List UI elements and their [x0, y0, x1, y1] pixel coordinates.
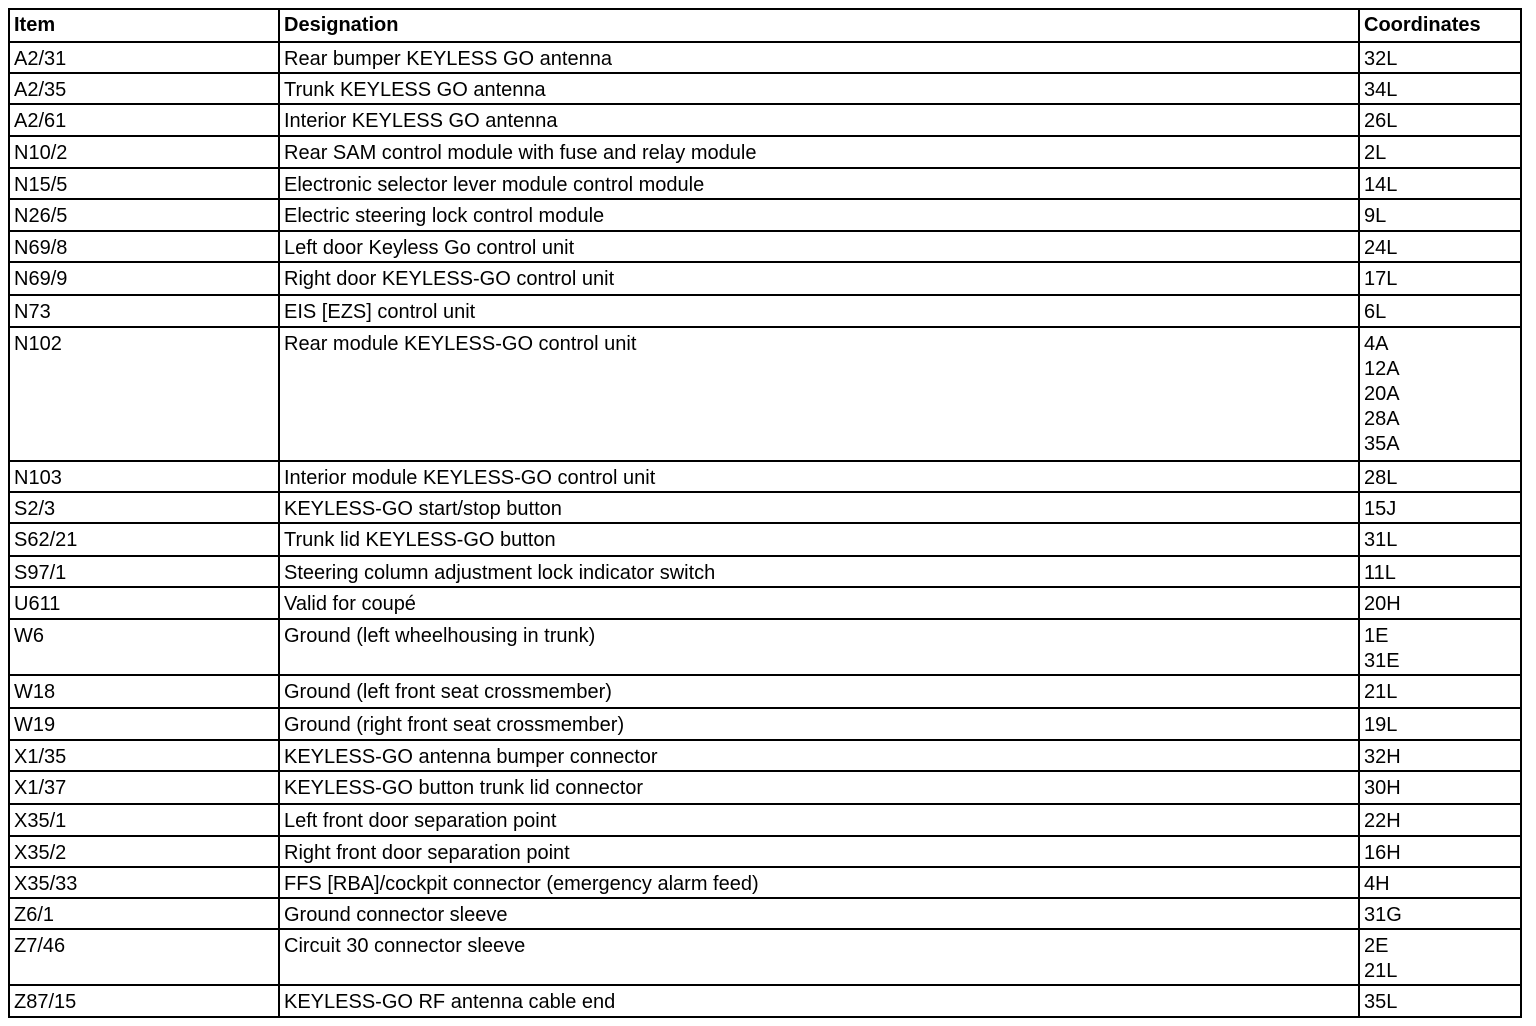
designation-text: Rear module KEYLESS-GO control unit — [284, 333, 637, 355]
item-cell — [9, 556, 279, 587]
coordinates-cell — [1359, 929, 1521, 985]
coordinates-list — [1364, 588, 1516, 617]
table-row — [9, 327, 1521, 461]
coordinates-cell — [1359, 199, 1521, 231]
item-cell — [9, 492, 279, 523]
coordinates-list — [1364, 493, 1516, 522]
coordinates-list — [1364, 620, 1516, 674]
coordinates-list — [1364, 137, 1516, 166]
coordinate-value: 24L — [1364, 237, 1398, 259]
coordinates-list — [1364, 805, 1516, 834]
coordinates-list — [1364, 709, 1516, 738]
coordinates-cell — [1359, 985, 1521, 1017]
coordinates-cell — [1359, 898, 1521, 929]
designation-cell — [279, 708, 1359, 740]
table-row — [9, 168, 1521, 199]
designation-cell — [279, 136, 1359, 168]
coordinate-value: 6L — [1364, 301, 1387, 323]
table-row — [9, 619, 1521, 675]
item-code: W19 — [14, 714, 56, 736]
item-code: S97/1 — [14, 562, 67, 584]
table-body — [9, 42, 1521, 1017]
table-row — [9, 42, 1521, 73]
coordinates-list — [1364, 232, 1516, 261]
item-cell — [9, 619, 279, 675]
item-code: N15/5 — [14, 174, 68, 196]
item-cell — [9, 836, 279, 867]
item-code: S62/21 — [14, 529, 78, 551]
item-code: N103 — [14, 467, 62, 489]
table-row — [9, 199, 1521, 231]
table-row — [9, 136, 1521, 168]
coordinates-cell — [1359, 295, 1521, 327]
coordinate-value: 4H — [1364, 873, 1390, 895]
designation-cell — [279, 619, 1359, 675]
designation-cell — [279, 985, 1359, 1017]
item-cell — [9, 199, 279, 231]
coordinate-value: 31G — [1364, 904, 1402, 926]
designation-cell — [279, 262, 1359, 295]
table-row — [9, 929, 1521, 985]
coordinates-cell — [1359, 262, 1521, 295]
table-row — [9, 740, 1521, 771]
designation-cell — [279, 867, 1359, 898]
designation-cell — [279, 104, 1359, 136]
designation-cell — [279, 295, 1359, 327]
designation-text: FFS [RBA]/cockpit connector (emergency alarm feed) — [284, 873, 759, 895]
item-cell — [9, 740, 279, 771]
table-row — [9, 295, 1521, 327]
coordinate-value: 34L — [1364, 79, 1398, 101]
item-code: X35/33 — [14, 873, 78, 895]
table-row — [9, 867, 1521, 898]
item-cell — [9, 295, 279, 327]
designation-text: KEYLESS-GO antenna bumper connector — [284, 746, 658, 768]
item-cell — [9, 929, 279, 985]
table-row — [9, 898, 1521, 929]
item-code: N73 — [14, 301, 51, 323]
coordinates-cell — [1359, 708, 1521, 740]
coordinates-list — [1364, 74, 1516, 103]
table-row — [9, 73, 1521, 104]
table-row — [9, 556, 1521, 587]
table-row — [9, 708, 1521, 740]
coordinates-cell — [1359, 523, 1521, 556]
designation-cell — [279, 231, 1359, 262]
designation-text: Steering column adjustment lock indicator switch — [284, 562, 716, 584]
coordinate-value: 4A — [1364, 333, 1389, 355]
coordinates-cell — [1359, 42, 1521, 73]
designation-text: Ground (left wheelhousing in trunk) — [284, 625, 596, 647]
table-row — [9, 461, 1521, 492]
coordinates-list — [1364, 169, 1516, 198]
coordinate-value: 35L — [1364, 991, 1398, 1013]
coordinate-value: 12A — [1364, 358, 1400, 380]
item-code: N69/8 — [14, 237, 68, 259]
coordinates-cell — [1359, 619, 1521, 675]
item-code: Z6/1 — [14, 904, 55, 926]
item-cell — [9, 708, 279, 740]
coordinate-value: 31E — [1364, 650, 1400, 672]
item-code: W6 — [14, 625, 44, 647]
item-cell — [9, 587, 279, 619]
coordinates-cell — [1359, 104, 1521, 136]
item-code: W18 — [14, 681, 56, 703]
coordinates-list — [1364, 263, 1516, 292]
designation-cell — [279, 73, 1359, 104]
designation-text: Rear bumper KEYLESS GO antenna — [284, 48, 612, 70]
designation-text: EIS [EZS] control unit — [284, 301, 476, 323]
table-row — [9, 836, 1521, 867]
coordinate-value: 22H — [1364, 810, 1401, 832]
coordinate-value: 9L — [1364, 205, 1387, 227]
item-cell — [9, 327, 279, 461]
coordinate-value: 28A — [1364, 408, 1400, 430]
coordinates-cell — [1359, 675, 1521, 708]
coordinate-value: 16H — [1364, 842, 1401, 864]
table-row — [9, 771, 1521, 804]
coordinates-list — [1364, 837, 1516, 866]
designation-text: Ground (left front seat crossmember) — [284, 681, 612, 703]
item-cell — [9, 104, 279, 136]
item-cell — [9, 523, 279, 556]
designation-text: Ground connector sleeve — [284, 904, 508, 926]
coordinates-list — [1364, 986, 1516, 1015]
designation-text: Right front door separation point — [284, 842, 570, 864]
item-cell — [9, 898, 279, 929]
designation-cell — [279, 523, 1359, 556]
coordinate-value: 28L — [1364, 467, 1398, 489]
coordinates-list — [1364, 524, 1516, 553]
item-code: Z7/46 — [14, 935, 66, 957]
legend-table — [8, 8, 1522, 1018]
item-cell — [9, 73, 279, 104]
coordinates-cell — [1359, 327, 1521, 461]
coordinates-list — [1364, 741, 1516, 770]
coordinates-cell — [1359, 136, 1521, 168]
coordinates-list — [1364, 868, 1516, 897]
designation-text: Interior KEYLESS GO antenna — [284, 110, 558, 132]
item-cell — [9, 675, 279, 708]
item-cell — [9, 461, 279, 492]
coordinate-value: 2L — [1364, 142, 1387, 164]
designation-cell — [279, 492, 1359, 523]
coordinates-cell — [1359, 771, 1521, 804]
coordinate-value: 20H — [1364, 593, 1401, 615]
designation-text: KEYLESS-GO start/stop button — [284, 498, 562, 520]
coordinate-value: 32L — [1364, 48, 1398, 70]
coordinate-value: 17L — [1364, 268, 1398, 290]
designation-text: Circuit 30 connector sleeve — [284, 935, 526, 957]
coordinate-value: 14L — [1364, 174, 1398, 196]
designation-text: Left door Keyless Go control unit — [284, 237, 575, 259]
coordinates-list — [1364, 772, 1516, 801]
designation-cell — [279, 929, 1359, 985]
designation-cell — [279, 327, 1359, 461]
designation-cell — [279, 168, 1359, 199]
item-cell — [9, 804, 279, 836]
item-code: S2/3 — [14, 498, 56, 520]
coordinates-cell — [1359, 168, 1521, 199]
item-code: A2/35 — [14, 79, 67, 101]
table-row — [9, 804, 1521, 836]
coordinates-cell — [1359, 740, 1521, 771]
coordinates-list — [1364, 296, 1516, 325]
coordinates-list — [1364, 557, 1516, 586]
designation-cell — [279, 42, 1359, 73]
table-row — [9, 231, 1521, 262]
coordinates-cell — [1359, 836, 1521, 867]
item-code: X1/37 — [14, 777, 67, 799]
header-coordinates: Coordinates — [1359, 9, 1521, 42]
coordinate-value: 30H — [1364, 777, 1401, 799]
coordinate-value: 35A — [1364, 433, 1400, 455]
item-code: X35/2 — [14, 842, 67, 864]
item-code: X1/35 — [14, 746, 67, 768]
coordinates-cell — [1359, 587, 1521, 619]
coordinate-value: 20A — [1364, 383, 1400, 405]
designation-cell — [279, 740, 1359, 771]
table-row — [9, 523, 1521, 556]
coordinates-cell — [1359, 461, 1521, 492]
coordinates-list — [1364, 105, 1516, 134]
designation-text: Trunk lid KEYLESS-GO button — [284, 529, 556, 551]
designation-cell — [279, 556, 1359, 587]
coordinates-list — [1364, 676, 1516, 705]
item-cell — [9, 168, 279, 199]
coordinates-list — [1364, 930, 1516, 984]
item-code: U611 — [14, 593, 61, 615]
coordinate-value: 31L — [1364, 529, 1398, 551]
coordinate-value: 15J — [1364, 498, 1397, 520]
header-row — [9, 9, 1521, 42]
coordinates-list — [1364, 899, 1516, 928]
coordinate-value: 11L — [1364, 562, 1396, 584]
designation-text: Trunk KEYLESS GO antenna — [284, 79, 546, 101]
coordinate-value: 21L — [1364, 960, 1398, 982]
designation-text: Ground (right front seat crossmember) — [284, 714, 625, 736]
item-cell — [9, 262, 279, 295]
item-cell — [9, 771, 279, 804]
designation-text: Left front door separation point — [284, 810, 557, 832]
coordinates-list — [1364, 328, 1516, 457]
designation-cell — [279, 804, 1359, 836]
item-cell — [9, 985, 279, 1017]
designation-cell — [279, 898, 1359, 929]
coordinates-cell — [1359, 231, 1521, 262]
item-code: N69/9 — [14, 268, 68, 290]
item-code: N102 — [14, 333, 62, 355]
designation-cell — [279, 199, 1359, 231]
item-code: N26/5 — [14, 205, 68, 227]
item-code: Z87/15 — [14, 991, 77, 1013]
designation-cell — [279, 675, 1359, 708]
designation-text: Electronic selector lever module control module — [284, 174, 705, 196]
item-code: A2/31 — [14, 48, 67, 70]
item-code: A2/61 — [14, 110, 67, 132]
coordinates-cell — [1359, 556, 1521, 587]
item-cell — [9, 867, 279, 898]
item-cell — [9, 42, 279, 73]
coordinates-cell — [1359, 73, 1521, 104]
item-cell — [9, 231, 279, 262]
header-item: Item — [9, 9, 279, 42]
table-row — [9, 675, 1521, 708]
designation-cell — [279, 587, 1359, 619]
designation-cell — [279, 771, 1359, 804]
coordinates-cell — [1359, 804, 1521, 836]
designation-text: Electric steering lock control module — [284, 205, 605, 227]
designation-text: Interior module KEYLESS-GO control unit — [284, 467, 656, 489]
coordinate-value: 26L — [1364, 110, 1398, 132]
table-row — [9, 587, 1521, 619]
table-row — [9, 985, 1521, 1017]
item-code: N10/2 — [14, 142, 68, 164]
designation-text: KEYLESS-GO button trunk lid connector — [284, 777, 644, 799]
header-designation: Designation — [279, 9, 1359, 42]
designation-text: Rear SAM control module with fuse and relay module — [284, 142, 757, 164]
coordinates-cell — [1359, 492, 1521, 523]
designation-cell — [279, 836, 1359, 867]
coordinate-value: 1E — [1364, 625, 1389, 647]
designation-text: Right door KEYLESS-GO control unit — [284, 268, 615, 290]
designation-cell — [279, 461, 1359, 492]
coordinates-cell — [1359, 867, 1521, 898]
designation-text: KEYLESS-GO RF antenna cable end — [284, 991, 616, 1013]
coordinates-list — [1364, 43, 1516, 72]
coordinates-list — [1364, 462, 1516, 491]
table-row — [9, 104, 1521, 136]
designation-text: Valid for coupé — [284, 593, 416, 615]
coordinate-value: 2E — [1364, 935, 1389, 957]
item-code: X35/1 — [14, 810, 67, 832]
coordinate-value: 32H — [1364, 746, 1401, 768]
item-cell — [9, 136, 279, 168]
table-row — [9, 262, 1521, 295]
coordinate-value: 21L — [1364, 681, 1398, 703]
coordinates-list — [1364, 200, 1516, 229]
table-row — [9, 492, 1521, 523]
coordinate-value: 19L — [1364, 714, 1398, 736]
